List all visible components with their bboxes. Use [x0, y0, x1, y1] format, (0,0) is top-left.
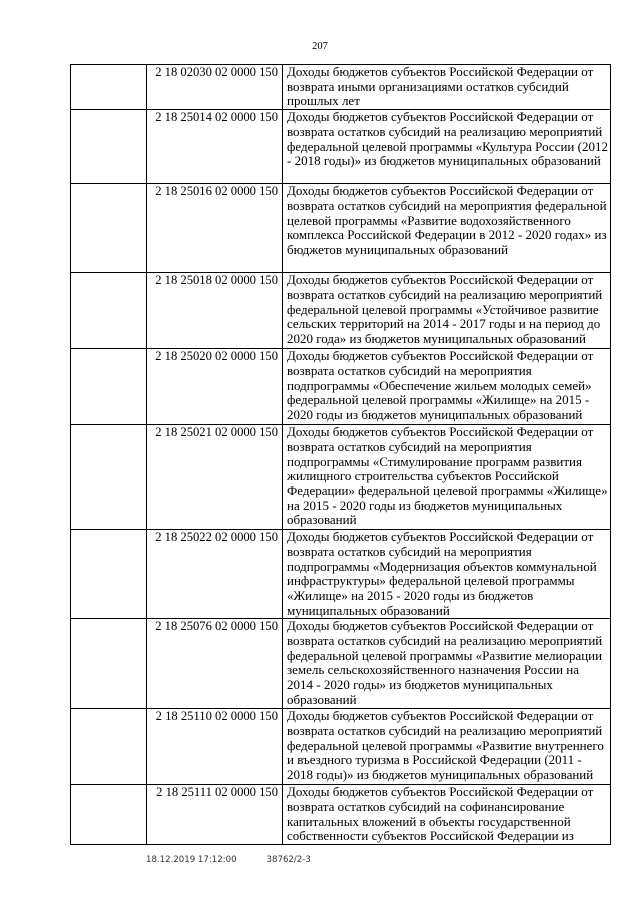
revenue-description-cell: Доходы бюджетов субъектов Российской Федерации от возврата остатков субсидий на реализацию мероприятий федеральной целевой программы «Устойчивое развитие сельских территорий на 2014 - 2017 годы и на период до 2020 года» из бюджетов муниципальных образований [283, 273, 611, 349]
revenue-description-cell: Доходы бюджетов субъектов Российской Федерации от возврата остатков субсидий на мероприятия федеральной целевой программы «Развитие водохозяйственного комплекса Российской Федерации в 2012 - 2020 годах» из бюджетов муниципальных образований [283, 184, 611, 273]
table-row [71, 110, 611, 184]
revenue-code-cell: 2 18 25110 02 0000 150 [147, 709, 283, 785]
table-row [71, 425, 611, 530]
empty-cell [71, 65, 147, 110]
page-footer [146, 855, 311, 865]
empty-cell [71, 184, 147, 273]
table-row [71, 619, 611, 709]
empty-cell [71, 785, 147, 845]
revenue-code-cell: 2 18 25022 02 0000 150 [147, 530, 283, 619]
empty-cell [71, 709, 147, 785]
revenue-description-cell: Доходы бюджетов субъектов Российской Федерации от возврата остатков субсидий на мероприятия подпрограммы «Стимулирование программ развития жилищного строительства субъектов Российской Федерации» федеральной целевой программы «Жилище» на 2015 - 2020 годы из бюджетов муниципальных образований [283, 425, 611, 530]
revenue-code-cell: 2 18 25076 02 0000 150 [147, 619, 283, 709]
revenue-description-cell: Доходы бюджетов субъектов Российской Федерации от возврата остатков субсидий на софинансирование капитальных вложений в объекты государственной собственности субъектов Российской Федерации из [283, 785, 611, 845]
table-row [71, 709, 611, 785]
table-row [71, 273, 611, 349]
table-row [71, 349, 611, 425]
footer-datetime: 18.12.2019 17:12:00 [146, 855, 237, 865]
page-number: 207 [312, 41, 328, 52]
empty-cell [71, 110, 147, 184]
table-row [71, 785, 611, 845]
revenue-description-cell: Доходы бюджетов субъектов Российской Федерации от возврата остатков субсидий на мероприятия подпрограммы «Обеспечение жильем молодых семей» федеральной целевой программы «Жилище» на 2015 - 2020 годы из бюджетов муниципальных образований [283, 349, 611, 425]
empty-cell [71, 349, 147, 425]
table-row [71, 184, 611, 273]
revenue-code-cell: 2 18 25021 02 0000 150 [147, 425, 283, 530]
table-row [71, 530, 611, 619]
revenue-code-cell: 2 18 25111 02 0000 150 [147, 785, 283, 845]
revenue-description-cell: Доходы бюджетов субъектов Российской Федерации от возврата остатков субсидий на реализацию мероприятий федеральной целевой программы «Развитие мелиорации земель сельскохозяйственного назначения России на 2014 - 2020 годы» из бюджетов муниципальных образований [283, 619, 611, 709]
revenue-code-cell: 2 18 25020 02 0000 150 [147, 349, 283, 425]
revenue-description-cell: Доходы бюджетов субъектов Российской Федерации от возврата остатков субсидий на реализацию мероприятий федеральной целевой программы «Развитие внутреннего и въездного туризма в Российской Федерации (2011 - 2018 годы)» из бюджетов муниципальных образований [283, 709, 611, 785]
revenue-code-cell: 2 18 02030 02 0000 150 [147, 65, 283, 110]
revenue-description-cell: Доходы бюджетов субъектов Российской Федерации от возврата остатков субсидий на мероприятия подпрограммы «Модернизация объектов коммунальной инфраструктуры» федеральной целевой программы «Жилище» на 2015 - 2020 годы из бюджетов муниципальных образований [283, 530, 611, 619]
empty-cell [71, 530, 147, 619]
revenue-code-cell: 2 18 25014 02 0000 150 [147, 110, 283, 184]
revenue-code-cell: 2 18 25016 02 0000 150 [147, 184, 283, 273]
revenue-code-table [70, 64, 611, 845]
revenue-description-cell: Доходы бюджетов субъектов Российской Федерации от возврата остатков субсидий на реализацию мероприятий федеральной целевой программы «Культура России (2012 - 2018 годы)» из бюджетов муниципальных образований [283, 110, 611, 184]
revenue-code-cell: 2 18 25018 02 0000 150 [147, 273, 283, 349]
footer-document-ref: 38762/2-3 [266, 855, 311, 865]
table-row [71, 65, 611, 110]
empty-cell [71, 425, 147, 530]
revenue-description-cell: Доходы бюджетов субъектов Российской Федерации от возврата иными организациями остатков субсидий прошлых лет [283, 65, 611, 110]
empty-cell [71, 619, 147, 709]
empty-cell [71, 273, 147, 349]
